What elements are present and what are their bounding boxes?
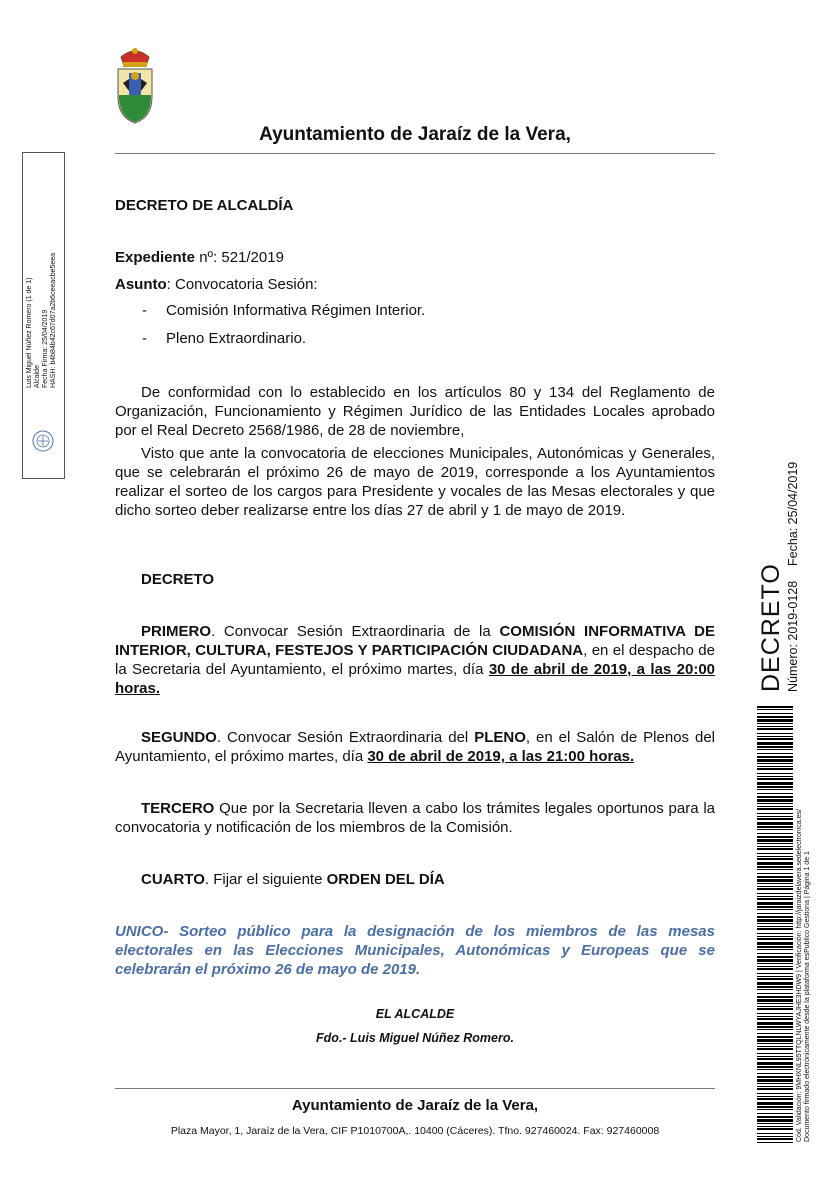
barcode-bar — [757, 763, 793, 764]
barcode-bar — [757, 893, 793, 894]
barcode-bar — [757, 756, 793, 758]
barcode-bar — [757, 856, 793, 857]
barcode-bar — [757, 946, 793, 948]
stamp-line: Fecha Firma: 25/04/2019 — [42, 309, 49, 388]
barcode-bar — [757, 773, 793, 774]
expediente-label: Expediente — [115, 249, 196, 266]
barcode-bar — [757, 896, 793, 897]
barcode-bar — [757, 913, 793, 914]
barcode-bar — [757, 833, 793, 834]
barcode-bar — [757, 1096, 793, 1097]
barcode-bar — [757, 1026, 793, 1028]
header-rule — [115, 153, 715, 154]
coat-of-arms-logo — [113, 45, 157, 125]
signer-name: Fdo.- Luis Miguel Núñez Romero. — [316, 1031, 514, 1045]
cuarto-label: CUARTO — [141, 871, 205, 888]
barcode-bar — [757, 1093, 793, 1094]
barcode-bar — [757, 1113, 793, 1114]
footer-rule — [115, 1088, 715, 1089]
barcode-bar — [757, 999, 793, 1002]
segundo-text: . Convocar Sesión Extraordinaria del — [216, 729, 475, 746]
paragraph-considerando: De conformidad con lo establecido en los artículos 80 y 134 del Reglamento de Organización, Funcionamiento y Régimen Jurídico de las Entidades Locales aprobado por el Real Decreto 2568/1986, de 28 de noviembre, — [115, 384, 715, 439]
barcode-bar — [757, 753, 793, 754]
cuarto-paragraph — [115, 870, 715, 889]
barcode-bar — [757, 778, 793, 780]
barcode-bar — [757, 919, 793, 922]
segundo-label: SEGUNDO — [141, 729, 217, 746]
barcode-bar — [757, 1133, 793, 1134]
tercero-label: TERCERO — [141, 800, 215, 817]
barcode-bar — [757, 853, 793, 854]
cuarto-text: . Fijar el siguiente — [204, 871, 327, 888]
barcode-bar — [757, 793, 793, 794]
barcode-bar — [757, 709, 793, 710]
expediente-value: nº: 521/2019 — [195, 249, 284, 266]
segundo-date: 30 de abril de 2019, a las 21:00 horas. — [367, 748, 635, 765]
barcode-bar — [757, 888, 793, 890]
header-title: Ayuntamiento de Jaraíz de la Vera, — [259, 124, 571, 145]
verification-line: Documento firmado electrónicamente desde la plataforma esPublico Gestiona | Página 1 de 1 — [804, 851, 811, 1142]
barcode-bar — [757, 956, 793, 958]
barcode-bar — [757, 706, 793, 708]
barcode-bar — [757, 803, 793, 804]
paragraph-visto: Visto que ante la convocatoria de elecciones Municipales, Autonómicas y Generales, que se celebrarán el próximo 26 de mayo de 2019, corresponde a los Ayuntamientos realizar el sorteo de los cargos para Presidente y vocales de las Mesas electorales y que dicho sorteo deber realizarse entre los días 27 de abril y 1 de mayo de 2019. — [115, 445, 715, 519]
barcode-bar — [757, 898, 793, 900]
barcode-bar — [757, 968, 793, 970]
footer-address: Plaza Mayor, 1, Jaraíz de la Vera, CIF P1010700A,. 10400 (Cáceres). Tfno. 927460024. Fax: 927460008 — [170, 1125, 660, 1137]
barcode-bar — [757, 789, 793, 790]
barcode-bar — [757, 928, 793, 930]
asunto-line — [115, 275, 715, 294]
barcode-bar — [757, 822, 793, 825]
barcode-bar — [757, 1043, 793, 1044]
barcode-bar — [757, 1022, 793, 1025]
barcode-bar — [757, 738, 793, 740]
barcode-bar — [757, 1056, 793, 1057]
barcode-bar — [757, 1046, 793, 1047]
barcode-bar — [757, 782, 793, 785]
barcode-bar — [757, 829, 793, 830]
primero-text: . Convocar Sesión Extraordinaria de la — [211, 623, 500, 640]
barcode-bar — [757, 1098, 793, 1100]
barcode-bar — [757, 746, 793, 748]
barcode-bar — [757, 1016, 793, 1017]
verification-line: Cód. Validación: 9MHXNL95TTQLNLWYAJHE3HDW9 | Verificación: http://jaraizdelavera.sedelectronica.es/ — [796, 809, 803, 1142]
barcode-bar — [757, 1083, 793, 1084]
barcode-bar — [757, 976, 793, 977]
barcode-bar — [757, 879, 793, 882]
barcode-bar — [757, 933, 793, 934]
barcode-bar — [757, 848, 793, 850]
barcode-bar — [757, 862, 793, 865]
tercero-text: Que por la Secretaria lleven a cabo los trámites legales oportunos para la convocatoria y notificación de los miembros de la Comisión. — [115, 800, 715, 836]
barcode-bar — [757, 1119, 793, 1122]
barcode-bar — [757, 886, 793, 887]
barcode-bar — [757, 982, 793, 985]
margin-decreto-label: DECRETO — [757, 563, 785, 692]
barcode-bar — [757, 1033, 793, 1034]
bullet-item: Pleno Extraordinario. — [166, 330, 307, 347]
barcode-bar — [757, 1088, 793, 1090]
barcode-bar — [757, 719, 793, 722]
barcode-bar — [757, 1018, 793, 1020]
barcode-bar — [757, 818, 793, 820]
barcode-bar — [757, 953, 793, 954]
barcode-bar — [757, 959, 793, 962]
barcode-bar — [757, 733, 793, 734]
barcode-bar — [757, 938, 793, 940]
barcode-bar — [757, 858, 793, 860]
barcode-bar — [757, 1066, 793, 1068]
barcode-bar — [757, 726, 793, 727]
segundo-bold: PLENO — [474, 729, 526, 746]
barcode-bar — [757, 996, 793, 998]
barcode-bar — [757, 1079, 793, 1082]
primero-bold: COMISIÓN INFORMATIVA DE INTERIOR, CULTURA, FESTEJOS Y PARTICIPACIÓN CIUDADANA — [115, 623, 715, 659]
barcode-bar — [757, 902, 793, 905]
barcode-bar — [757, 883, 793, 884]
asunto-label: Asunto — [115, 276, 167, 293]
asunto-value: : Convocatoria Sesión: — [166, 276, 318, 293]
barcode-bar — [757, 716, 793, 718]
validation-barcode — [757, 706, 793, 1143]
barcode-bar — [757, 1006, 793, 1007]
barcode-bar — [757, 993, 793, 994]
barcode-bar — [757, 776, 793, 777]
stamp-line: HASH: b4b84b42c67d07a2b6ceeacbe5eea — [50, 252, 57, 388]
barcode-bar — [757, 1123, 793, 1124]
stamp-line: Alcalde — [34, 365, 41, 388]
tercero-paragraph — [115, 799, 715, 837]
barcode-bar — [757, 1069, 793, 1070]
barcode-bar — [757, 808, 793, 810]
barcode-bar — [757, 936, 793, 937]
verification-text — [796, 809, 812, 1142]
barcode-bar — [757, 1128, 793, 1130]
barcode-bar — [757, 916, 793, 918]
bullet-marker: - — [142, 302, 147, 319]
barcode-bar — [757, 876, 793, 878]
barcode-bar — [757, 1008, 793, 1010]
margin-decreto-date: Fecha: 25/04/2019 — [786, 461, 800, 566]
footer-title: Ayuntamiento de Jaraíz de la Vera, — [291, 1097, 539, 1114]
barcode-bar — [757, 906, 793, 908]
barcode-bar — [757, 786, 793, 788]
barcode-bar — [757, 843, 793, 844]
primero-label: PRIMERO — [141, 623, 212, 640]
barcode-bar — [757, 799, 793, 802]
signature-stamp-text — [26, 253, 58, 388]
barcode-bar — [757, 942, 793, 945]
barcode-bar — [757, 1003, 793, 1004]
barcode-bar — [757, 713, 793, 714]
barcode-bar — [757, 1136, 793, 1137]
barcode-bar — [757, 1036, 793, 1038]
barcode-bar — [757, 1086, 793, 1087]
barcode-bar — [757, 846, 793, 847]
barcode-bar — [757, 926, 793, 927]
barcode-bar — [757, 836, 793, 838]
barcode-bar — [757, 1102, 793, 1105]
barcode-bar — [757, 1142, 793, 1143]
barcode-bar — [757, 1029, 793, 1030]
barcode-bar — [757, 909, 793, 910]
barcode-bar — [757, 806, 793, 807]
signer-title: EL ALCALDE — [375, 1007, 455, 1021]
barcode-bar — [757, 723, 793, 724]
segundo-paragraph — [115, 728, 715, 766]
cuarto-bold: ORDEN DEL DÍA — [326, 871, 445, 888]
barcode-bar — [757, 1116, 793, 1118]
barcode-bar — [757, 973, 793, 974]
primero-date: 30 de abril de 2019, a las 20:00 horas. — [115, 661, 715, 697]
barcode-bar — [757, 736, 793, 737]
barcode-bar — [757, 816, 793, 817]
barcode-bar — [757, 978, 793, 980]
expediente-line — [115, 248, 715, 267]
barcode-bar — [757, 742, 793, 745]
unico-paragraph: UNICO- Sorteo público para la designación de los miembros de las mesas electorales en las Elecciones Municipales, Autonómicas y Europeas que se celebrarán el próximo 26 de mayo de 2019. — [115, 923, 715, 978]
barcode-bar — [757, 949, 793, 950]
barcode-bar — [757, 1062, 793, 1065]
document-heading: DECRETO DE ALCALDÍA — [115, 197, 294, 214]
barcode-bar — [757, 759, 793, 762]
barcode-bar — [757, 813, 793, 814]
barcode-bar — [757, 1138, 793, 1140]
barcode-bar — [757, 1013, 793, 1014]
bullet-marker: - — [142, 330, 147, 347]
barcode-bar — [757, 768, 793, 770]
barcode-bar — [757, 1106, 793, 1108]
primero-text: , en el despacho de la Secretaria del Ayuntamiento, el próximo martes, día — [115, 642, 715, 678]
barcode-bar — [757, 826, 793, 828]
barcode-bar — [757, 923, 793, 924]
barcode-bar — [757, 796, 793, 798]
barcode-bar — [757, 1109, 793, 1110]
barcode-bar — [757, 839, 793, 842]
digital-seal-icon — [32, 430, 54, 452]
barcode-bar — [757, 963, 793, 964]
barcode-bar — [757, 1053, 793, 1054]
barcode-bar — [757, 873, 793, 874]
stamp-line: Luis Miguel Núñez Romero (1 de 1) — [26, 277, 33, 388]
decreto-heading: DECRETO — [141, 571, 215, 588]
barcode-bar — [757, 1076, 793, 1078]
barcode-bar — [757, 966, 793, 967]
barcode-bar — [757, 1048, 793, 1050]
barcode-bar — [757, 728, 793, 730]
barcode-bar — [757, 866, 793, 868]
barcode-bar — [757, 1126, 793, 1127]
barcode-bar — [757, 1039, 793, 1042]
barcode-bar — [757, 869, 793, 870]
barcode-bar — [757, 986, 793, 988]
primero-paragraph — [115, 622, 715, 698]
bullet-item: Comisión Informativa Régimen Interior. — [166, 302, 426, 319]
barcode-bar — [757, 1058, 793, 1060]
margin-decreto-number: Número: 2019-0128 — [786, 580, 800, 692]
barcode-bar — [757, 749, 793, 750]
barcode-bar — [757, 1073, 793, 1074]
segundo-text: , en el Salón de Plenos del Ayuntamiento, el próximo martes, día — [115, 729, 715, 765]
barcode-bar — [757, 989, 793, 990]
barcode-bar — [757, 766, 793, 767]
